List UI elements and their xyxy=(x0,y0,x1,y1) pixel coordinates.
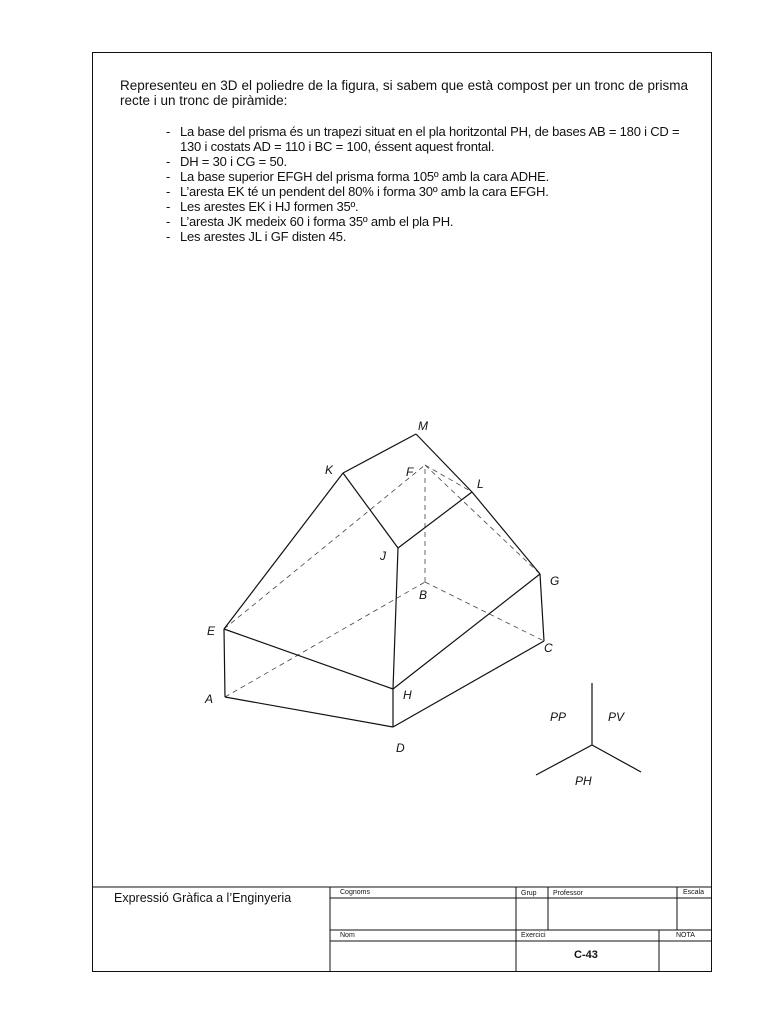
axis-label-pp: PP xyxy=(550,710,567,724)
course-title: Expressió Gràfica a l’Enginyeria xyxy=(114,891,292,905)
hidden-edges xyxy=(224,465,544,697)
vertex-label-f: F xyxy=(406,465,414,479)
exercise-code: C-43 xyxy=(574,949,598,961)
condition-item: - L’aresta JK medeix 60 i forma 35º amb el pla PH. xyxy=(166,214,454,229)
nota-label: NOTA xyxy=(676,932,695,939)
axis-label-ph: PH xyxy=(575,774,592,788)
vertex-label-e: E xyxy=(207,624,216,638)
cognoms-label: Cognoms xyxy=(340,889,370,896)
vertex-label-c: C xyxy=(544,641,553,655)
condition-item: - L’aresta EK té un pendent del 80% i forma 30º amb la cara EFGH. xyxy=(166,184,549,199)
vertex-label-j: J xyxy=(380,549,386,563)
escala-label: Escala xyxy=(683,889,705,896)
condition-item: - La base del prisma és un trapezi situat en el pla horitzontal PH, de bases AB = 180 i CD = 130 i costats AD = 110 i BC = 100, éssent aquest frontal. xyxy=(166,124,680,154)
visible-edges xyxy=(224,434,544,727)
vertex-label-b: B xyxy=(419,588,428,602)
vertex-label-g: G xyxy=(550,574,560,588)
vertex-label-l: L xyxy=(477,477,484,491)
vertex-label-m: M xyxy=(418,419,428,433)
exercici-label: Exercici xyxy=(521,932,546,939)
grup-label: Grup xyxy=(521,890,537,897)
condition-item: - Les arestes EK i HJ formen 35º. xyxy=(166,199,359,214)
vertex-label-k: K xyxy=(325,463,334,477)
nom-label: Nom xyxy=(340,932,355,939)
vertex-label-d: D xyxy=(396,741,405,755)
intro-text: Representeu en 3D el poliedre de la figura, si sabem que està compost per un tronc de prisma recte i un tronc de piràmide: xyxy=(120,78,688,108)
vertex-label-h: H xyxy=(403,688,412,702)
vertex-label-a: A xyxy=(205,692,214,706)
condition-item: - DH = 30 i CG = 50. xyxy=(166,154,287,169)
condition-item: - La base superior EFGH del prisma forma 105º amb la cara ADHE. xyxy=(166,169,549,184)
condition-item: - Les arestes JL i GF disten 45. xyxy=(166,229,347,244)
axis-label-pv: PV xyxy=(608,710,625,724)
professor-label: Professor xyxy=(553,890,583,897)
projection-axes xyxy=(536,683,641,775)
